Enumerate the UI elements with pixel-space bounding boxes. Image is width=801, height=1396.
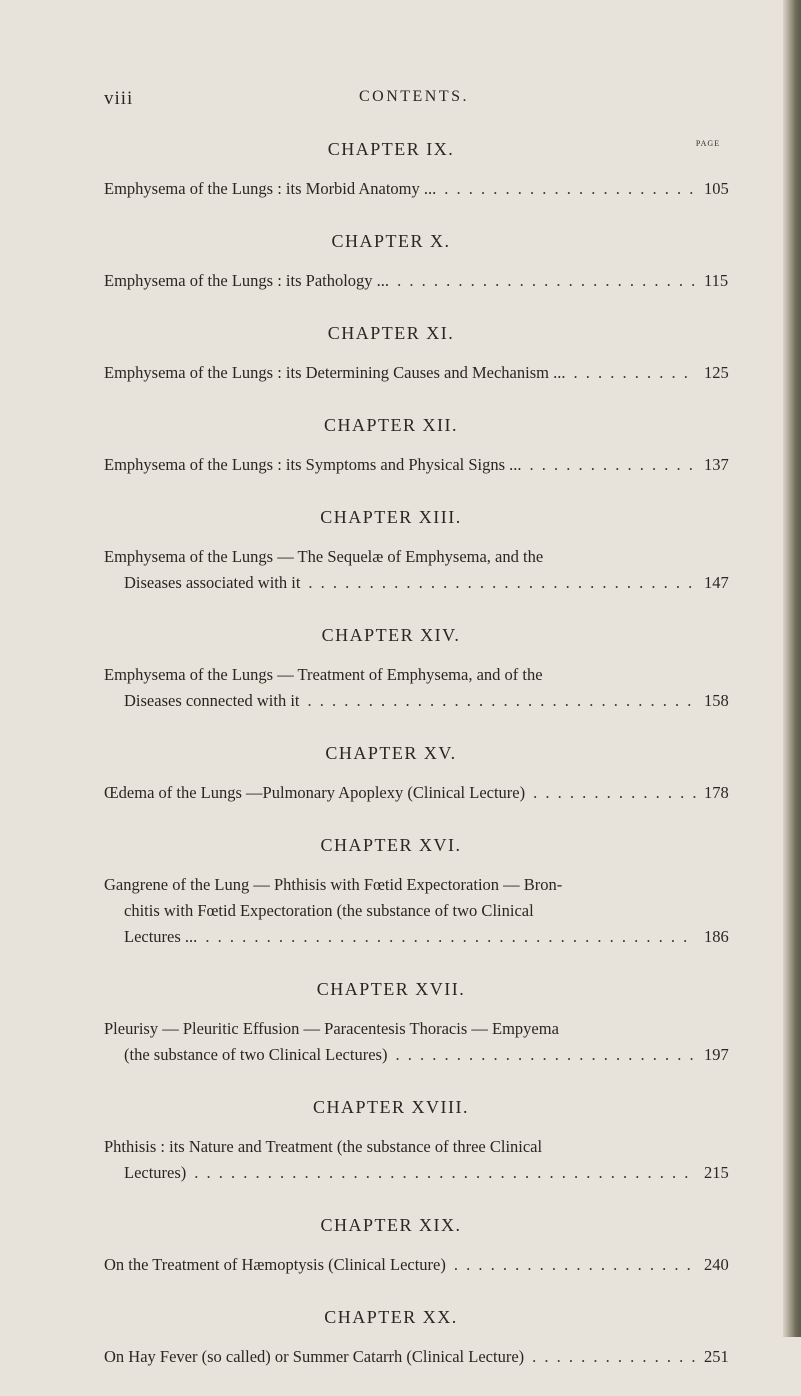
toc-chapter — [104, 228, 744, 294]
dot-leader — [308, 688, 697, 714]
page-number: 240 — [704, 1255, 729, 1274]
entry-line — [104, 268, 744, 294]
running-head — [104, 88, 724, 112]
entry-title: Emphysema of the Lungs — Treatment of Emphysema, and of the — [104, 665, 543, 684]
toc-chapter — [104, 412, 744, 478]
chapter-heading: CHAPTER XX. — [324, 1307, 458, 1327]
entry-line — [104, 662, 744, 688]
page-edge — [783, 0, 801, 1337]
entry-line — [104, 872, 744, 898]
dot-leader — [532, 1344, 696, 1370]
entry-title: Diseases associated with it — [124, 573, 301, 592]
entry-line — [104, 1344, 744, 1370]
toc-entry — [104, 176, 744, 202]
page-number: 147 — [704, 573, 729, 592]
page-number: 158 — [704, 691, 729, 710]
page-number: 186 — [704, 927, 729, 946]
page-number: 215 — [704, 1163, 729, 1182]
entry-title: chitis with Fœtid Expectoration (the substance of two Clinical — [124, 901, 534, 920]
toc-entry — [104, 544, 744, 596]
toc-chapter — [104, 740, 744, 806]
dot-leader — [454, 1252, 696, 1278]
toc-entry — [104, 1252, 744, 1278]
entry-title: Lectures) — [124, 1163, 187, 1182]
page-number: 251 — [704, 1347, 729, 1366]
dot-leader — [444, 176, 696, 202]
chapter-heading: CHAPTER XIII. — [320, 507, 462, 527]
toc-entry — [104, 662, 744, 714]
dot-leader — [397, 268, 696, 294]
entry-title: Emphysema of the Lungs : its Symptoms and Physical Signs ... — [104, 455, 522, 474]
dot-leader — [573, 360, 696, 386]
toc-entry — [104, 780, 744, 806]
toc-chapter — [104, 832, 744, 950]
entry-title: Emphysema of the Lungs : its Morbid Anatomy ... — [104, 179, 437, 198]
entry-line — [104, 176, 744, 202]
chapter-heading: CHAPTER XIX. — [320, 1215, 462, 1235]
chapter-heading: CHAPTER XVIII. — [313, 1097, 469, 1117]
page-number: 178 — [704, 783, 729, 802]
toc-chapter — [104, 320, 744, 386]
chapter-heading: CHAPTER XII. — [324, 415, 458, 435]
entry-line — [104, 1252, 744, 1278]
entry-line — [104, 360, 744, 386]
chapter-heading: CHAPTER X. — [331, 231, 451, 251]
entry-line — [104, 452, 744, 478]
entry-line — [104, 898, 744, 924]
entry-line — [104, 1160, 744, 1186]
toc-entry — [104, 1134, 744, 1186]
entry-title: Diseases connected with it — [124, 691, 300, 710]
entry-title: (the substance of two Clinical Lectures) — [124, 1045, 388, 1064]
entry-title: Œdema of the Lungs —Pulmonary Apoplexy (Clinical Lecture) — [104, 783, 526, 802]
entry-line — [104, 780, 744, 806]
toc-chapter — [104, 1304, 744, 1370]
toc-entry — [104, 452, 744, 478]
dot-leader — [205, 924, 696, 950]
toc-entry — [104, 872, 744, 950]
entry-line — [104, 1042, 744, 1068]
page-number: 137 — [704, 455, 729, 474]
toc-chapter — [104, 504, 744, 596]
page-column-label: PAGE — [695, 139, 721, 148]
entry-title: Pleurisy — Pleuritic Effusion — Paracentesis Thoracis — Empyema — [104, 1019, 559, 1038]
entry-title: Lectures ... — [124, 927, 198, 946]
chapter-heading: CHAPTER XVI. — [320, 835, 462, 855]
toc-entry — [104, 1016, 744, 1068]
toc-entry — [104, 360, 744, 386]
dot-leader — [533, 780, 696, 806]
toc-chapter — [104, 1212, 744, 1278]
dot-leader — [194, 1160, 696, 1186]
dot-leader — [395, 1042, 696, 1068]
dot-leader — [308, 570, 696, 596]
entry-title: Gangrene of the Lung — Phthisis with Fœtid Expectoration — Bron- — [104, 875, 563, 894]
toc-entry — [104, 1344, 744, 1370]
toc-chapter — [104, 622, 744, 714]
entry-title: Emphysema of the Lungs — The Sequelæ of Emphysema, and the — [104, 547, 544, 566]
entry-title: On the Treatment of Hæmoptysis (Clinical Lecture) — [104, 1255, 446, 1274]
running-title: CONTENTS. — [358, 88, 470, 105]
chapter-heading: CHAPTER XVII. — [316, 979, 466, 999]
toc-chapter — [104, 976, 744, 1068]
toc-chapter — [104, 136, 744, 202]
entry-line — [104, 1134, 744, 1160]
chapter-heading: CHAPTER XV. — [325, 743, 457, 763]
entry-title: Phthisis : its Nature and Treatment (the substance of three Clinical — [104, 1137, 543, 1156]
entry-line — [104, 544, 744, 570]
page-number: 105 — [704, 179, 729, 198]
table-of-contents — [104, 136, 744, 1396]
entry-line — [104, 688, 744, 714]
entry-line — [104, 1016, 744, 1042]
entry-line — [104, 570, 744, 596]
page-number: 115 — [704, 271, 729, 290]
page-number: 125 — [704, 363, 729, 382]
folio-page-number: viii — [104, 88, 134, 109]
entry-title: Emphysema of the Lungs : its Pathology ... — [104, 271, 390, 290]
dot-leader — [530, 452, 696, 478]
chapter-heading: CHAPTER IX. — [327, 139, 455, 159]
page-number: 197 — [704, 1045, 729, 1064]
entry-title: On Hay Fever (so called) or Summer Catarrh (Clinical Lecture) — [104, 1347, 525, 1366]
chapter-heading: CHAPTER XIV. — [321, 625, 461, 645]
toc-chapter — [104, 1094, 744, 1186]
toc-entry — [104, 268, 744, 294]
entry-title: Emphysema of the Lungs : its Determining Causes and Mechanism ... — [104, 363, 566, 382]
entry-line — [104, 924, 744, 950]
chapter-heading: CHAPTER XI. — [327, 323, 455, 343]
